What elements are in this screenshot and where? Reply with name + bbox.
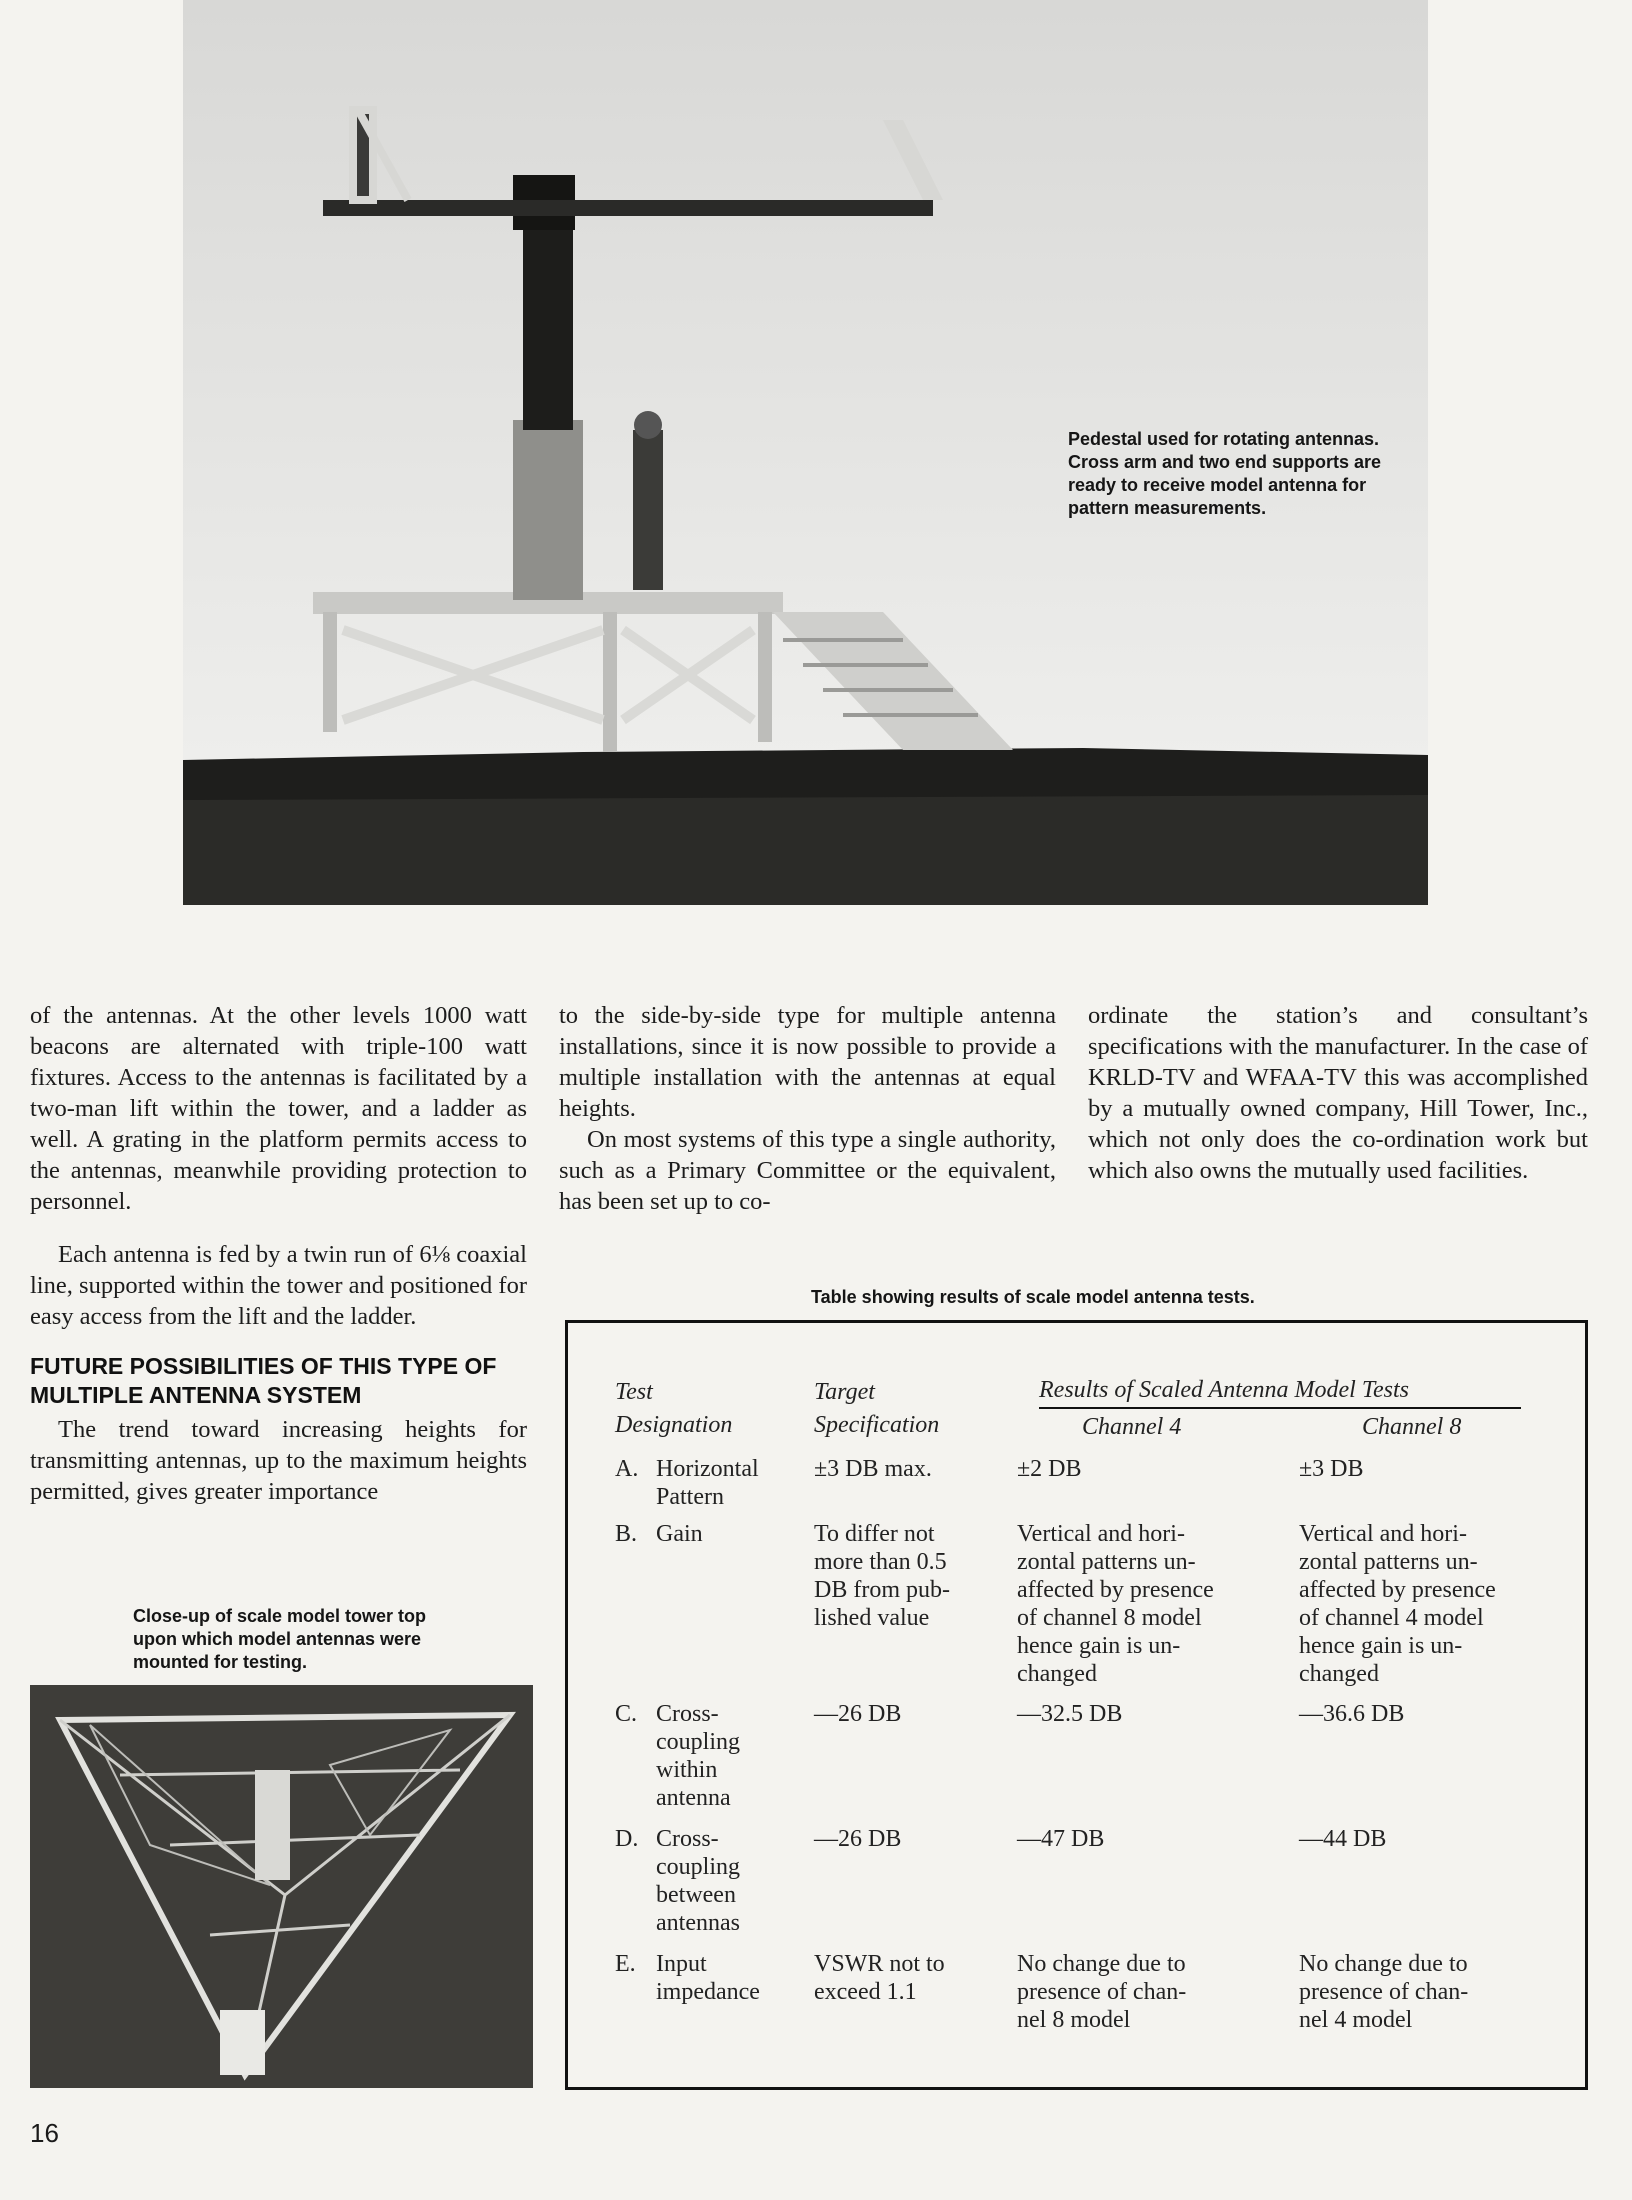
row-b-channel-4: Vertical and hori- zontal patterns un- affected by presence of channel 8 model hence gain is un- changed (1017, 1521, 1214, 1687)
text-column-2 (559, 1000, 1056, 1217)
column1-paragraph-2: Each antenna is fed by a twin run of 6⅛ coaxial line, supported within the tower and positioned for easy access from the lift and the ladder. (30, 1241, 527, 1330)
row-a-test: Horizontal Pattern (656, 1456, 759, 1510)
row-c-channel-8: —36.6 DB (1299, 1701, 1405, 1727)
row-e-channel-8: No change due to presence of chan- nel 4 model (1299, 1951, 1469, 2033)
header-target (814, 1378, 939, 1439)
row-d-target: —26 DB (814, 1826, 902, 1852)
row-d-channel-8: —44 DB (1299, 1826, 1387, 1852)
row-b-channel-8: Vertical and hori- zontal patterns un- affected by presence of channel 4 model hence gain is un- changed (1299, 1521, 1496, 1687)
row-c-channel-4: —32.5 DB (1017, 1701, 1123, 1727)
row-d-channel-4: —47 DB (1017, 1826, 1105, 1852)
header-channel-8: Channel 8 (1362, 1414, 1462, 1440)
row-e-target: VSWR not to exceed 1.1 (814, 1951, 945, 2005)
page-number: 16 (30, 2118, 59, 2148)
row-a-target: ±3 DB max. (814, 1456, 932, 1482)
header-test-line-1: Test (615, 1379, 653, 1405)
header-channel-4: Channel 4 (1082, 1414, 1182, 1440)
tower-top-caption: Close-up of scale model tower top upon which model antennas were mounted for testing. (133, 1606, 427, 1672)
row-c-test: Cross- coupling within antenna (656, 1701, 740, 1811)
row-e-letter: E. (615, 1951, 636, 1977)
header-test-line-2: Designation (615, 1412, 733, 1438)
column1-paragraph-1: of the antennas. At the other levels 1000 watt beacons are alternated with triple-100 watt fixtures. Access to the antennas is facilitated by a two-man lift within the tower, and a ladder as well. A grating in the platform permits access to the antennas, meanwhile providing protection to personnel. (30, 1002, 527, 1215)
text-column-3 (1088, 1000, 1588, 1186)
column3-paragraph-1: ordinate the station’s and consultant’s specifications with the manufacturer. In the case of KRLD-TV and WFAA-TV this was accomplished by a mutually owned company, Hill Tower, Inc., which not only does the co-ordination work but which also owns the mutually used facilities. (1088, 1002, 1588, 1184)
tower-top-illustration (30, 1685, 533, 2088)
row-e-channel-4: No change due to presence of chan- nel 8 model (1017, 1951, 1187, 2033)
row-a-letter: A. (615, 1456, 639, 1482)
row-c-letter: C. (615, 1701, 638, 1727)
column1-paragraph-3: The trend toward increasing heights for transmitting antennas, up to the maximum heights permitted, gives greater importance (30, 1416, 527, 1505)
row-b-test: Gain (656, 1521, 703, 1547)
tower-top-photo (30, 1685, 533, 2088)
row-e-test: Input impedance (656, 1951, 760, 2005)
row-c-target: —26 DB (814, 1701, 902, 1727)
column2-paragraph-2: On most systems of this type a single authority, such as a Primary Committee or the equivalent, has been set up to co- (559, 1126, 1056, 1215)
row-d-test: Cross- coupling between antennas (656, 1826, 740, 1936)
header-test (615, 1378, 732, 1439)
header-target-line-1: Target (814, 1379, 875, 1405)
text-column-1 (30, 1000, 527, 1507)
pedestal-caption: Pedestal used for rotating antennas. Cross arm and two end supports are ready to receive model antenna for pattern measurements. (1068, 429, 1382, 518)
row-b-letter: B. (615, 1521, 638, 1547)
header-results-rule (1039, 1407, 1521, 1409)
section-heading: FUTURE POSSIBILITIES OF THIS TYPE OF MULTIPLE ANTENNA SYSTEM (30, 1353, 497, 1408)
results-table (565, 1320, 1588, 2090)
row-b-target: To differ not more than 0.5 DB from pub- lished value (814, 1521, 950, 1631)
row-d-letter: D. (615, 1826, 639, 1852)
header-results: Results of Scaled Antenna Model Tests (1039, 1377, 1409, 1403)
header-target-line-2: Specification (814, 1412, 940, 1438)
table-title: Table showing results of scale model antenna tests. (811, 1287, 1255, 1307)
column2-paragraph-1: to the side-by-side type for multiple antenna installations, since it is now possible to provide a multiple installation with the antennas at equal heights. (559, 1002, 1056, 1122)
row-a-channel-8: ±3 DB (1299, 1456, 1364, 1482)
row-a-channel-4: ±2 DB (1017, 1456, 1082, 1482)
